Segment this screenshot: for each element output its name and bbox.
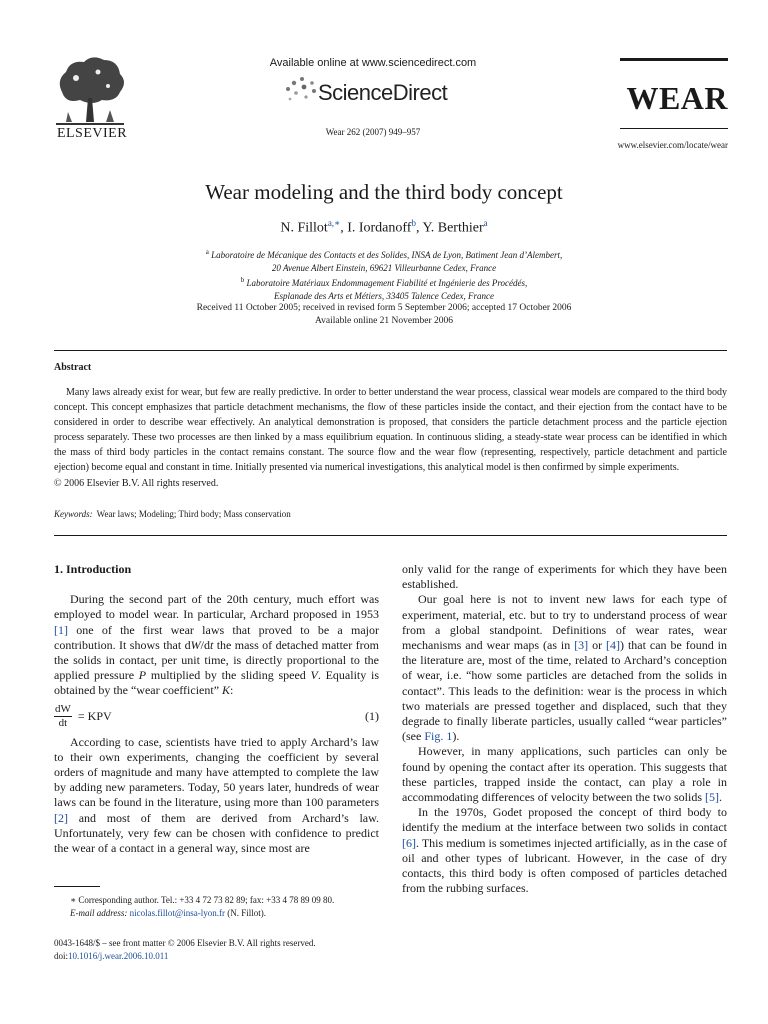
journal-bottom-rule: [620, 128, 728, 129]
keywords-label: Keywords:: [54, 509, 93, 519]
intro-paragraph-2: According to case, scientists have tried to apply Archard’s law to their own experiments, changing the coefficient by several orders of magnitude and many have attempted to complete the law by adding new parameters. Today, 50 years later, hundreds of wear laws can be found in the literature, using more than 100 parameters [2] and most of them are derived from Archard’s law. Unfortunately, very few can be chosen with confidence to predict the wear of a contact in a general way, since most are: [54, 734, 379, 856]
reference-link[interactable]: [6]: [402, 835, 416, 850]
reference-link[interactable]: [3]: [574, 638, 589, 653]
footnote-star: ∗: [70, 895, 77, 905]
author-affiliation-mark[interactable]: a,∗: [327, 218, 341, 228]
intro-paragraph-4: However, in many applications, such particles can only be found by opening the contact after its operation. This suggests that these particles, trapped inside the contact, can play a role in accommodating differences of velocity between the two solids [5].: [402, 744, 727, 805]
abstract-copyright: © 2006 Elsevier B.V. All rights reserved.: [54, 477, 219, 489]
footnote-contact: Corresponding author. Tel.: +33 4 72 73 82 89; fax: +33 4 78 89 09 80.: [78, 895, 335, 905]
affiliation-line: Laboratoire de Mécanique des Contacts et des Solides, INSA de Lyon, Batiment Jean d’Alembert,: [211, 250, 563, 260]
affiliations: [0, 246, 768, 302]
left-column: [54, 562, 379, 856]
doi-link[interactable]: 10.1016/j.wear.2006.10.011: [68, 950, 169, 961]
available-online-banner: Available online at www.sciencedirect.com: [269, 57, 477, 69]
author-affiliation-mark[interactable]: b: [411, 218, 416, 228]
reference-link[interactable]: [2]: [54, 810, 68, 825]
sciencedirect-wordmark: ScienceDirect: [318, 80, 448, 105]
available-online-date: Available online 21 November 2006: [314, 316, 454, 326]
author-list: N. Fillot$^{a,∗}$, I. Iordanoff$^b$, Y. Berthier$^a$: [280, 218, 488, 236]
reference-link[interactable]: [4]: [606, 638, 621, 653]
doi-label: doi:: [54, 950, 69, 961]
intro-paragraph-5: In the 1970s, Godet proposed the concept of third body to identify the medium at the interface between two solids in contact [6]. This medium is sometimes injected artificially, as in the case of oil and other types of lubricant. However, in the case of dry contacts, this third body is often composed of particles detached from the rubbing surfaces.: [402, 805, 727, 896]
article-history: [0, 302, 768, 328]
equation-1: [54, 699, 379, 735]
affiliation-mark: a: [205, 248, 209, 256]
affiliation-line: Esplanade des Arts et Métiers, 33405 Talence Cedex, France: [274, 290, 494, 301]
journal-citation: Wear 262 (2007) 949–957: [325, 127, 421, 137]
intro-paragraph-1: During the second part of the 20th century, much effort was employed to model wear. In particular, Archard proposed in 1953 [1] one of the first wear laws that proved to be a major contribution. It shows that dW/dt the mass of detached matter from the solids in contact, per unit time, is directly proportional to the applied pressure P multiplied by the sliding speed V. Equality is obtained by the “wear coefficient” K:: [54, 592, 379, 698]
author-name: Y. Berthier: [422, 220, 484, 236]
affiliation-line: Laboratoire Matériaux Endommagement Fiabilité et Ingénierie des Procédés,: [246, 278, 528, 288]
journal-url-link[interactable]: www.elsevier.com/locate/wear: [617, 140, 728, 150]
issn-doi-block: [54, 937, 316, 962]
right-column: [402, 562, 727, 896]
equation-rhs: = KPV: [77, 709, 112, 724]
affiliation-mark: b: [240, 276, 245, 284]
sciencedirect-dots-icon: [282, 75, 322, 105]
email-suffix: (N. Fillot).: [227, 907, 266, 918]
equation-fraction: $\frac{dW}{dt}$: [55, 703, 71, 730]
abstract-bottom-rule: [54, 535, 727, 536]
abstract-text: Many laws already exist for wear, but few are really predictive. In order to better understand the wear process, classical wear models are compared to the third body concept. This concept emphasizes that particle detachment mechanisms, the flow of these particles inside the contact, and their ejection from the contact have to be considered in order to describe wear effectively. An analytical demonstration is proposed, that considers the particle detachment process and the particle ejection process separately. These two processes are then linked by a mass equilibrium equation. In continuous sliding, a steady-state wear process can be identified in which the mass of third body particles in the contact remains constant. The source flow and the wear flow (representing, respectively, particle detachment and particle ejection) become equal and constant in time. Initially presented via numerical investigations, this analytical model is then confirmed by simple experiments.: [54, 387, 727, 474]
affiliation-line: 20 Avenue Albert Einstein, 69621 Villeurbanne Cedex, France: [271, 262, 497, 273]
equation-label: (1): [365, 709, 379, 724]
email-label: E-mail address:: [70, 907, 128, 918]
journal-top-rule: [620, 58, 728, 61]
reference-link[interactable]: [5]: [705, 790, 720, 805]
author-affiliation-mark[interactable]: a: [483, 218, 488, 228]
author-name: N. Fillot: [280, 220, 328, 236]
abstract-top-rule: [54, 350, 727, 351]
corresponding-author-footnote: [54, 894, 379, 919]
email-link[interactable]: nicolas.fillot@insa-lyon.fr: [129, 907, 225, 918]
abstract-heading: Abstract: [54, 362, 92, 373]
journal-name: WEAR: [626, 80, 728, 116]
intro-paragraph-continued: only valid for the range of experiments for which they have been established.: [402, 562, 727, 592]
intro-paragraph-3: Our goal here is not to invent new laws for each type of experiment, material, etc. but to try to understand process of wear from a global standpoint. Definitions of wear rates, wear mechanisms and wear maps (as in [3] or [4]) that can be found in the literature are, most of the time, related to Archard’s conception of wear, i.e. “how some particles are detached from the solids in contact”. This leads to the definition: wear is the process in which two materials are pressed together and displaced, such that they degrade to finally liberate particles, usually called “wear particles” (see Fig. 1).: [402, 592, 727, 744]
figure-link[interactable]: Fig. 1: [424, 729, 453, 744]
author-name: I. Iordanoff: [347, 220, 412, 236]
footnote-rule: [54, 886, 100, 887]
keywords-line: [54, 509, 291, 519]
paper-title: Wear modeling and the third body concept: [205, 180, 563, 204]
keywords-list: Wear laws; Modeling; Third body; Mass conservation: [96, 509, 291, 519]
received-dates: Received 11 October 2005; received in revised form 5 September 2006; accepted 17 October 2006: [196, 303, 572, 313]
publisher-logo-text: ELSEVIER: [56, 126, 128, 141]
section-heading: 1. Introduction: [54, 562, 132, 576]
reference-link[interactable]: [1]: [54, 622, 68, 637]
elsevier-tree-logo-icon: [52, 52, 128, 130]
issn-line: 0043-1648/$ – see front matter © 2006 Elsevier B.V. All rights reserved.: [54, 938, 316, 948]
abstract-body: [54, 385, 727, 491]
